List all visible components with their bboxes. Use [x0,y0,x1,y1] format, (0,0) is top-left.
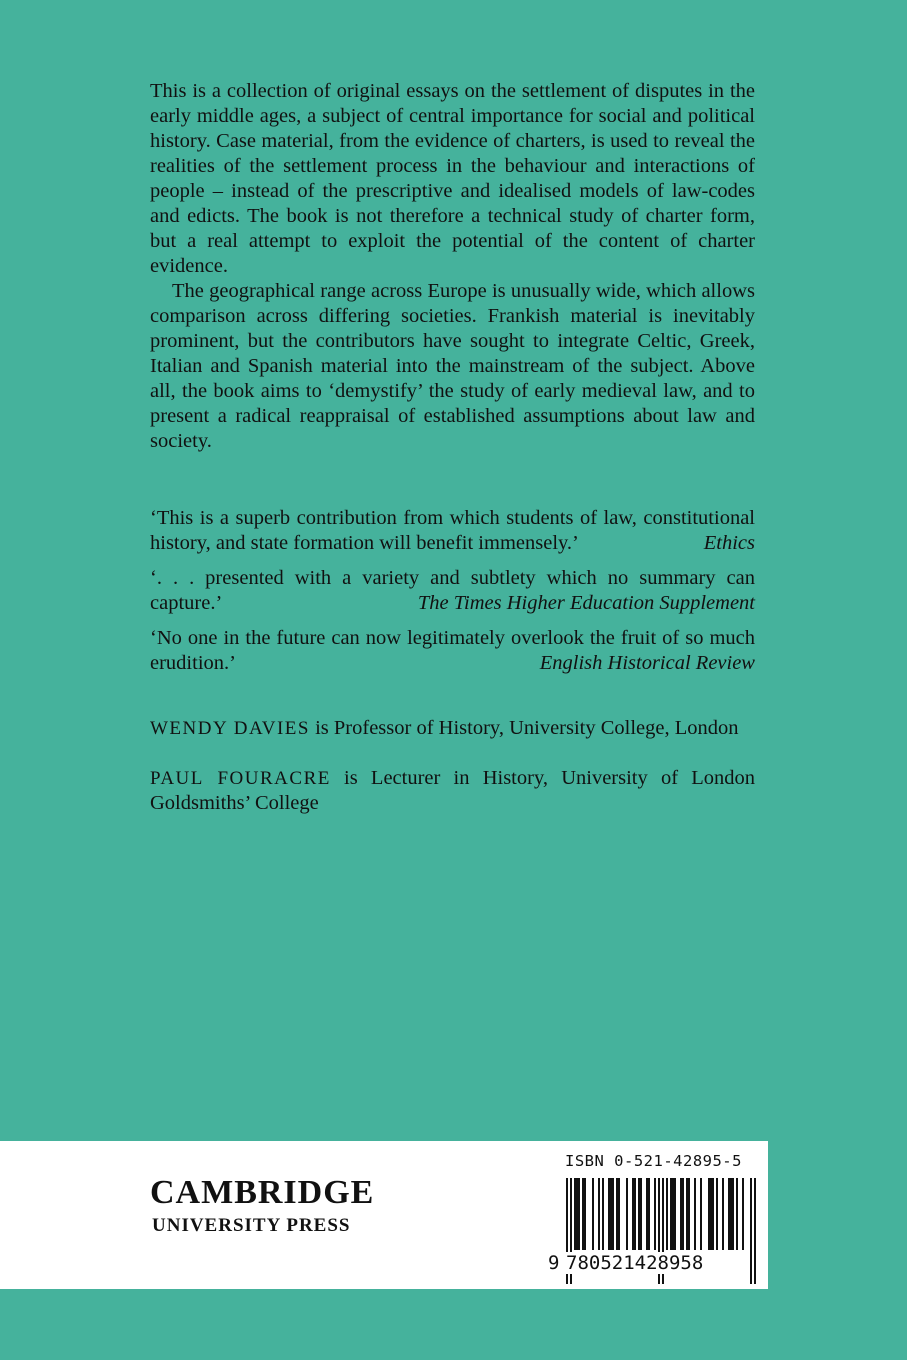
barcode-bar [592,1178,594,1250]
barcode-bar [574,1178,576,1250]
barcode-first-digit: 9 [548,1252,560,1274]
barcode-bar [722,1178,724,1250]
barcode-bar [640,1178,642,1250]
barcode-bar [700,1178,702,1250]
barcode-bar [716,1178,718,1250]
barcode-bar [688,1178,690,1250]
isbn-label: ISBN 0-521-42895-5 [565,1152,742,1170]
barcode-number: 780521428958 [566,1252,704,1274]
blurb-paragraph: This is a collection of original essays on the settlement of disputes in the early middle ages, a subject of central importance for social and political history. Case material, from the evidence of charters, is used to reveal the realities of the settlement process in the behaviour and interactions of people – instead of the prescriptive and idealised models of law-codes and edicts. The book is not therefore a technical study of charter form, but a real attempt to exploit the potential of the content of charter evidence. [150,80,755,277]
barcode-bar [742,1178,744,1250]
barcode-bar [610,1178,612,1250]
review-source: Ethics [703,532,755,554]
barcode-bar [584,1178,586,1250]
barcode-bar [638,1178,640,1250]
barcode-bar [674,1178,676,1250]
barcode-bar [750,1178,752,1284]
barcode-bar [626,1178,628,1250]
author-description: is Professor of History, University College, London [309,717,739,739]
barcode-bar [648,1178,650,1250]
review-list [150,506,755,676]
barcode-bar [710,1178,712,1250]
barcode-bar [670,1178,672,1250]
barcode-bar [708,1178,710,1250]
barcode-bar [602,1178,604,1250]
barcode-bar [736,1178,738,1250]
review-source: The Times Higher Education Supplement [417,592,755,614]
barcode-bar [672,1178,674,1250]
barcode-bar [612,1178,614,1250]
barcode-bar [616,1178,618,1250]
barcode-bar [646,1178,648,1250]
author-bios [150,716,755,816]
barcode-bar [754,1178,756,1284]
blurb-paragraph: The geographical range across Europe is unusually wide, which allows comparison across differing societies. Frankish material is inevitably prominent, but the contributors have sought to integrate Celtic, Greek, Italian and Spanish material into the mainstream of the subject. Above all, the book aims to ‘demystify’ the study of early medieval law, and to present a radical reappraisal of established assumptions about law and society. [150,280,755,452]
barcode-bar [680,1178,682,1250]
back-cover-text [150,79,755,841]
barcode-bar [598,1178,600,1250]
review-quote [150,626,755,676]
author-description: is Lecturer in History, University of London Goldsmiths’ College [150,767,755,814]
review-text: ‘. . . presented with a variety and subtlety which no summary can capture.’ [150,567,755,614]
barcode-bar [618,1178,620,1250]
barcode-bar [654,1178,656,1250]
author-bio [150,766,755,816]
barcode-bar [582,1178,584,1250]
barcode-digits [548,1252,705,1274]
barcode-bar [712,1178,714,1250]
publisher-name: CAMBRIDGE [150,1174,375,1211]
review-source: English Historical Review [539,652,755,674]
barcode-bar [578,1178,580,1250]
barcode-bar [632,1178,634,1250]
author-name: WENDY DAVIES [150,718,310,739]
review-text: ‘No one in the future can now legitimately overlook the fruit of so much erudition.’ [150,627,755,674]
blurb [150,79,755,454]
publisher-logo [150,1176,374,1238]
barcode-bar [608,1178,610,1250]
barcode-bar [694,1178,696,1250]
review-quote [150,506,755,556]
barcode-bar [732,1178,734,1250]
publisher-subtitle: UNIVERSITY PRESS [152,1215,351,1236]
author-name: PAUL FOURACRE [150,768,331,789]
barcode-bar [728,1178,730,1250]
review-quote [150,566,755,616]
author-bio [150,716,755,741]
barcode-bar [666,1178,668,1250]
barcode-bar [576,1178,578,1250]
barcode-bar [682,1178,684,1250]
barcode-bar [634,1178,636,1250]
review-text: ‘This is a superb contribution from which students of law, constitutional history, and state formation will benefit immensely.’ [150,507,755,554]
barcode-bar [686,1178,688,1250]
barcode-bar [730,1178,732,1250]
